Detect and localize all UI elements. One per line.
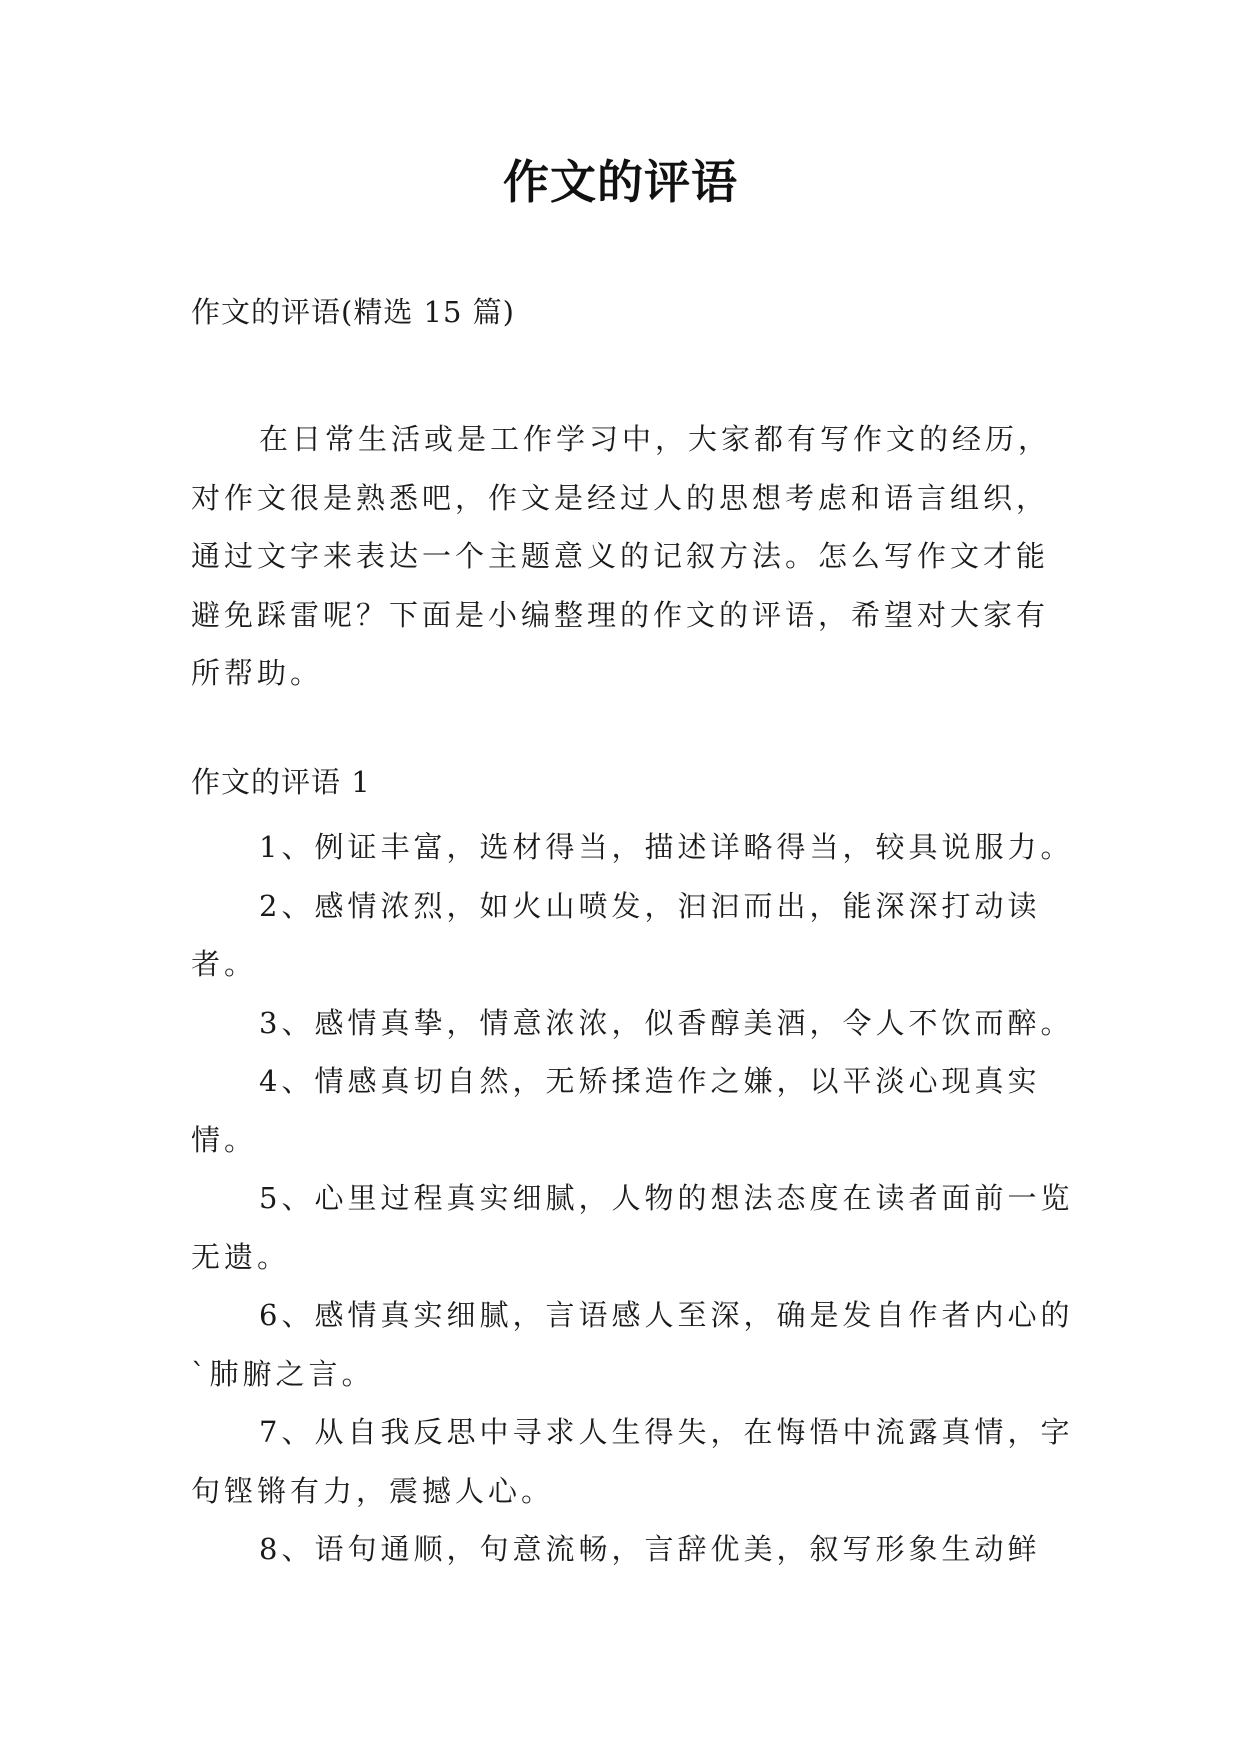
section-heading: 作文的评语 1	[191, 765, 371, 799]
page-title: 作文的评语	[503, 155, 738, 209]
comment-list	[191, 818, 1081, 1579]
comment-item-1: 1、例证丰富，选材得当，描述详略得当，较具说服力。	[259, 830, 1074, 864]
comment-item-6: 6、感情真实细腻，言语感人至深，确是发自作者内心的`肺腑之言。	[191, 1298, 1074, 1391]
comment-item-8: 8、语句通顺，句意流畅，言辞优美，叙写形象生动鲜	[259, 1532, 1041, 1566]
comment-item-7: 7、从自我反思中寻求人生得失，在悔悟中流露真情，字句铿锵有力，震撼人心。	[191, 1415, 1074, 1508]
comment-item-2: 2、感情浓烈，如火山喷发，汩汩而出，能深深打动读者。	[191, 888, 1041, 981]
comment-item-4: 4、情感真切自然，无矫揉造作之嫌，以平淡心现真实情。	[191, 1064, 1041, 1157]
comment-item-3: 3、感情真挚，情意浓浓，似香醇美酒，令人不饮而醉。	[259, 1005, 1074, 1040]
document-subtitle: 作文的评语(精选 15 篇)	[191, 295, 515, 329]
comment-item-5: 5、心里过程真实细腻，人物的想法态度在读者面前一览无遗。	[191, 1181, 1074, 1274]
intro-paragraph: 在日常生活或是工作学习中，大家都有写作文的经历，对作文很是熟悉吧，作文是经过人的思想考虑和语言组织，通过文字来表达一个主题意义的记叙方法。怎么写作文才能避免踩雷呢？下面是小编整理的作文的评语，希望对大家有所帮助。	[191, 422, 1052, 690]
